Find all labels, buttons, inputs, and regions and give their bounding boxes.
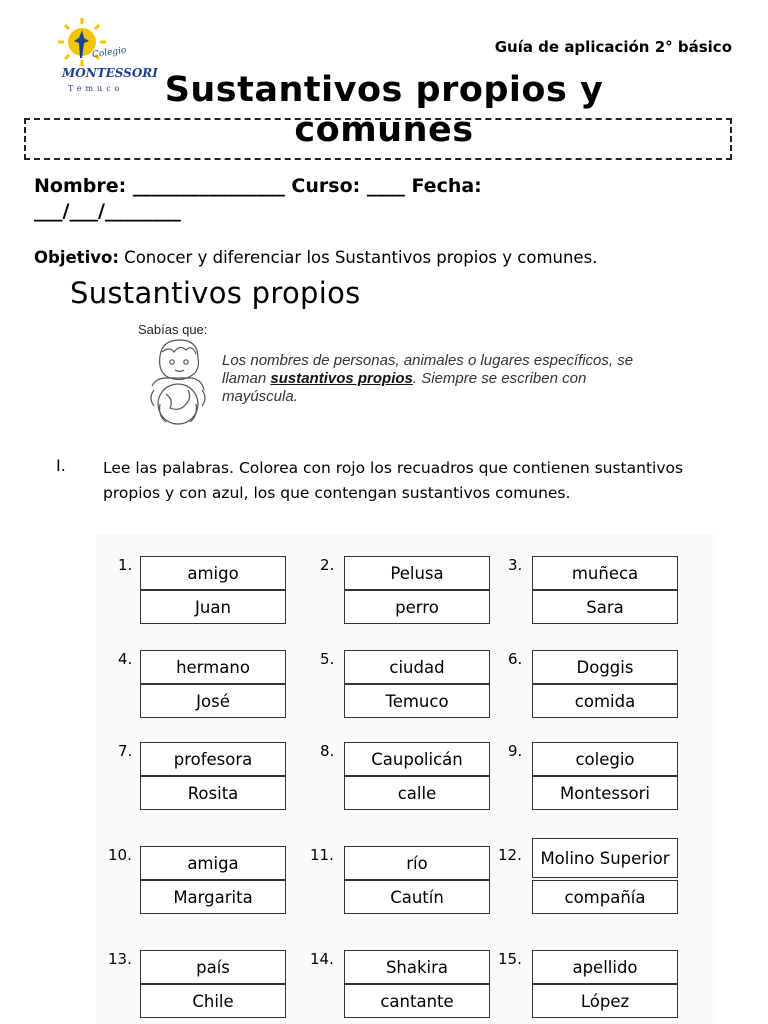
item-number: 12.: [498, 846, 522, 864]
word-box-bottom[interactable]: cantante: [344, 984, 490, 1018]
word-box-top[interactable]: profesora: [140, 742, 286, 776]
word-box-top[interactable]: Caupolicán: [344, 742, 490, 776]
definition-after: . Siempre se escriben con mayúscula.: [222, 370, 587, 405]
word-box-bottom[interactable]: López: [532, 984, 678, 1018]
word-box-top[interactable]: ciudad: [344, 650, 490, 684]
word-box-top[interactable]: Doggis: [532, 650, 678, 684]
word-box-top[interactable]: Molino Superior: [532, 838, 678, 878]
word-box-bottom[interactable]: José: [140, 684, 286, 718]
item-number: 1.: [118, 556, 133, 574]
word-box-top[interactable]: hermano: [140, 650, 286, 684]
word-box-bottom[interactable]: comida: [532, 684, 678, 718]
word-box-bottom[interactable]: Temuco: [344, 684, 490, 718]
title-line-1: Sustantivos propios y: [164, 70, 604, 110]
definition-before: Los nombres de personas, animales o lugares específicos, se llaman: [222, 352, 634, 387]
page-title: [0, 70, 768, 150]
word-box-top[interactable]: Shakira: [344, 950, 490, 984]
item-number: 5.: [320, 650, 335, 668]
item-number: 13.: [108, 950, 132, 968]
word-box-bottom[interactable]: Rosita: [140, 776, 286, 810]
word-box-bottom[interactable]: compañía: [532, 880, 678, 914]
instruction-text: Lee las palabras. Colorea con rojo los recuadros que contienen sustantivos propios y con azul, los que contengan sustantivos comunes.: [103, 459, 684, 502]
student-fields: [34, 174, 714, 224]
word-box-top[interactable]: muñeca: [532, 556, 678, 590]
fields-line-2: ___/___/________: [34, 200, 181, 222]
item-number: 2.: [320, 556, 335, 574]
definition-highlight: sustantivos propios: [270, 370, 413, 387]
item-number: 4.: [118, 650, 133, 668]
word-box-bottom[interactable]: Montessori: [532, 776, 678, 810]
item-number: 8.: [320, 742, 335, 760]
item-number: 7.: [118, 742, 133, 760]
logo-text-main: MONTESSORI: [62, 66, 158, 80]
logo-text-top: Colegio: [91, 45, 128, 61]
item-number: 11.: [310, 846, 334, 864]
objective-label: Objetivo:: [34, 248, 119, 267]
word-box-bottom[interactable]: perro: [344, 590, 490, 624]
item-number: 14.: [310, 950, 334, 968]
fields-line-1: Nombre: ________________ Curso: ____ Fecha:: [34, 175, 482, 197]
objective: [34, 248, 597, 267]
item-number: 9.: [508, 742, 523, 760]
objective-text: Conocer y diferenciar los Sustantivos propios y comunes.: [118, 248, 598, 267]
word-box-bottom[interactable]: Sara: [532, 590, 678, 624]
word-box-top[interactable]: amiga: [140, 846, 286, 880]
word-box-bottom[interactable]: calle: [344, 776, 490, 810]
word-box-top[interactable]: amigo: [140, 556, 286, 590]
boy-with-globe-illustration: [140, 334, 216, 430]
item-number: 3.: [508, 556, 523, 574]
definition-text: [222, 352, 652, 406]
word-box-bottom[interactable]: Margarita: [140, 880, 286, 914]
item-number: 6.: [508, 650, 523, 668]
word-box-top[interactable]: Pelusa: [344, 556, 490, 590]
section-heading: Sustantivos propios: [70, 276, 361, 310]
item-number: 10.: [108, 846, 132, 864]
word-box-top[interactable]: país: [140, 950, 286, 984]
word-box-top[interactable]: colegio: [532, 742, 678, 776]
item-number: 15.: [498, 950, 522, 968]
word-box-top[interactable]: río: [344, 846, 490, 880]
word-box-top[interactable]: apellido: [532, 950, 678, 984]
instruction-number: I.: [56, 456, 66, 475]
sabias-label: Sabías que:: [138, 322, 208, 337]
title-line-2: comunes: [294, 110, 474, 150]
word-box-bottom[interactable]: Chile: [140, 984, 286, 1018]
guide-label: Guía de aplicación 2° básico: [494, 38, 732, 56]
logo-text-bottom: Temuco: [68, 84, 124, 93]
word-box-bottom[interactable]: Cautín: [344, 880, 490, 914]
word-box-bottom[interactable]: Juan: [140, 590, 286, 624]
